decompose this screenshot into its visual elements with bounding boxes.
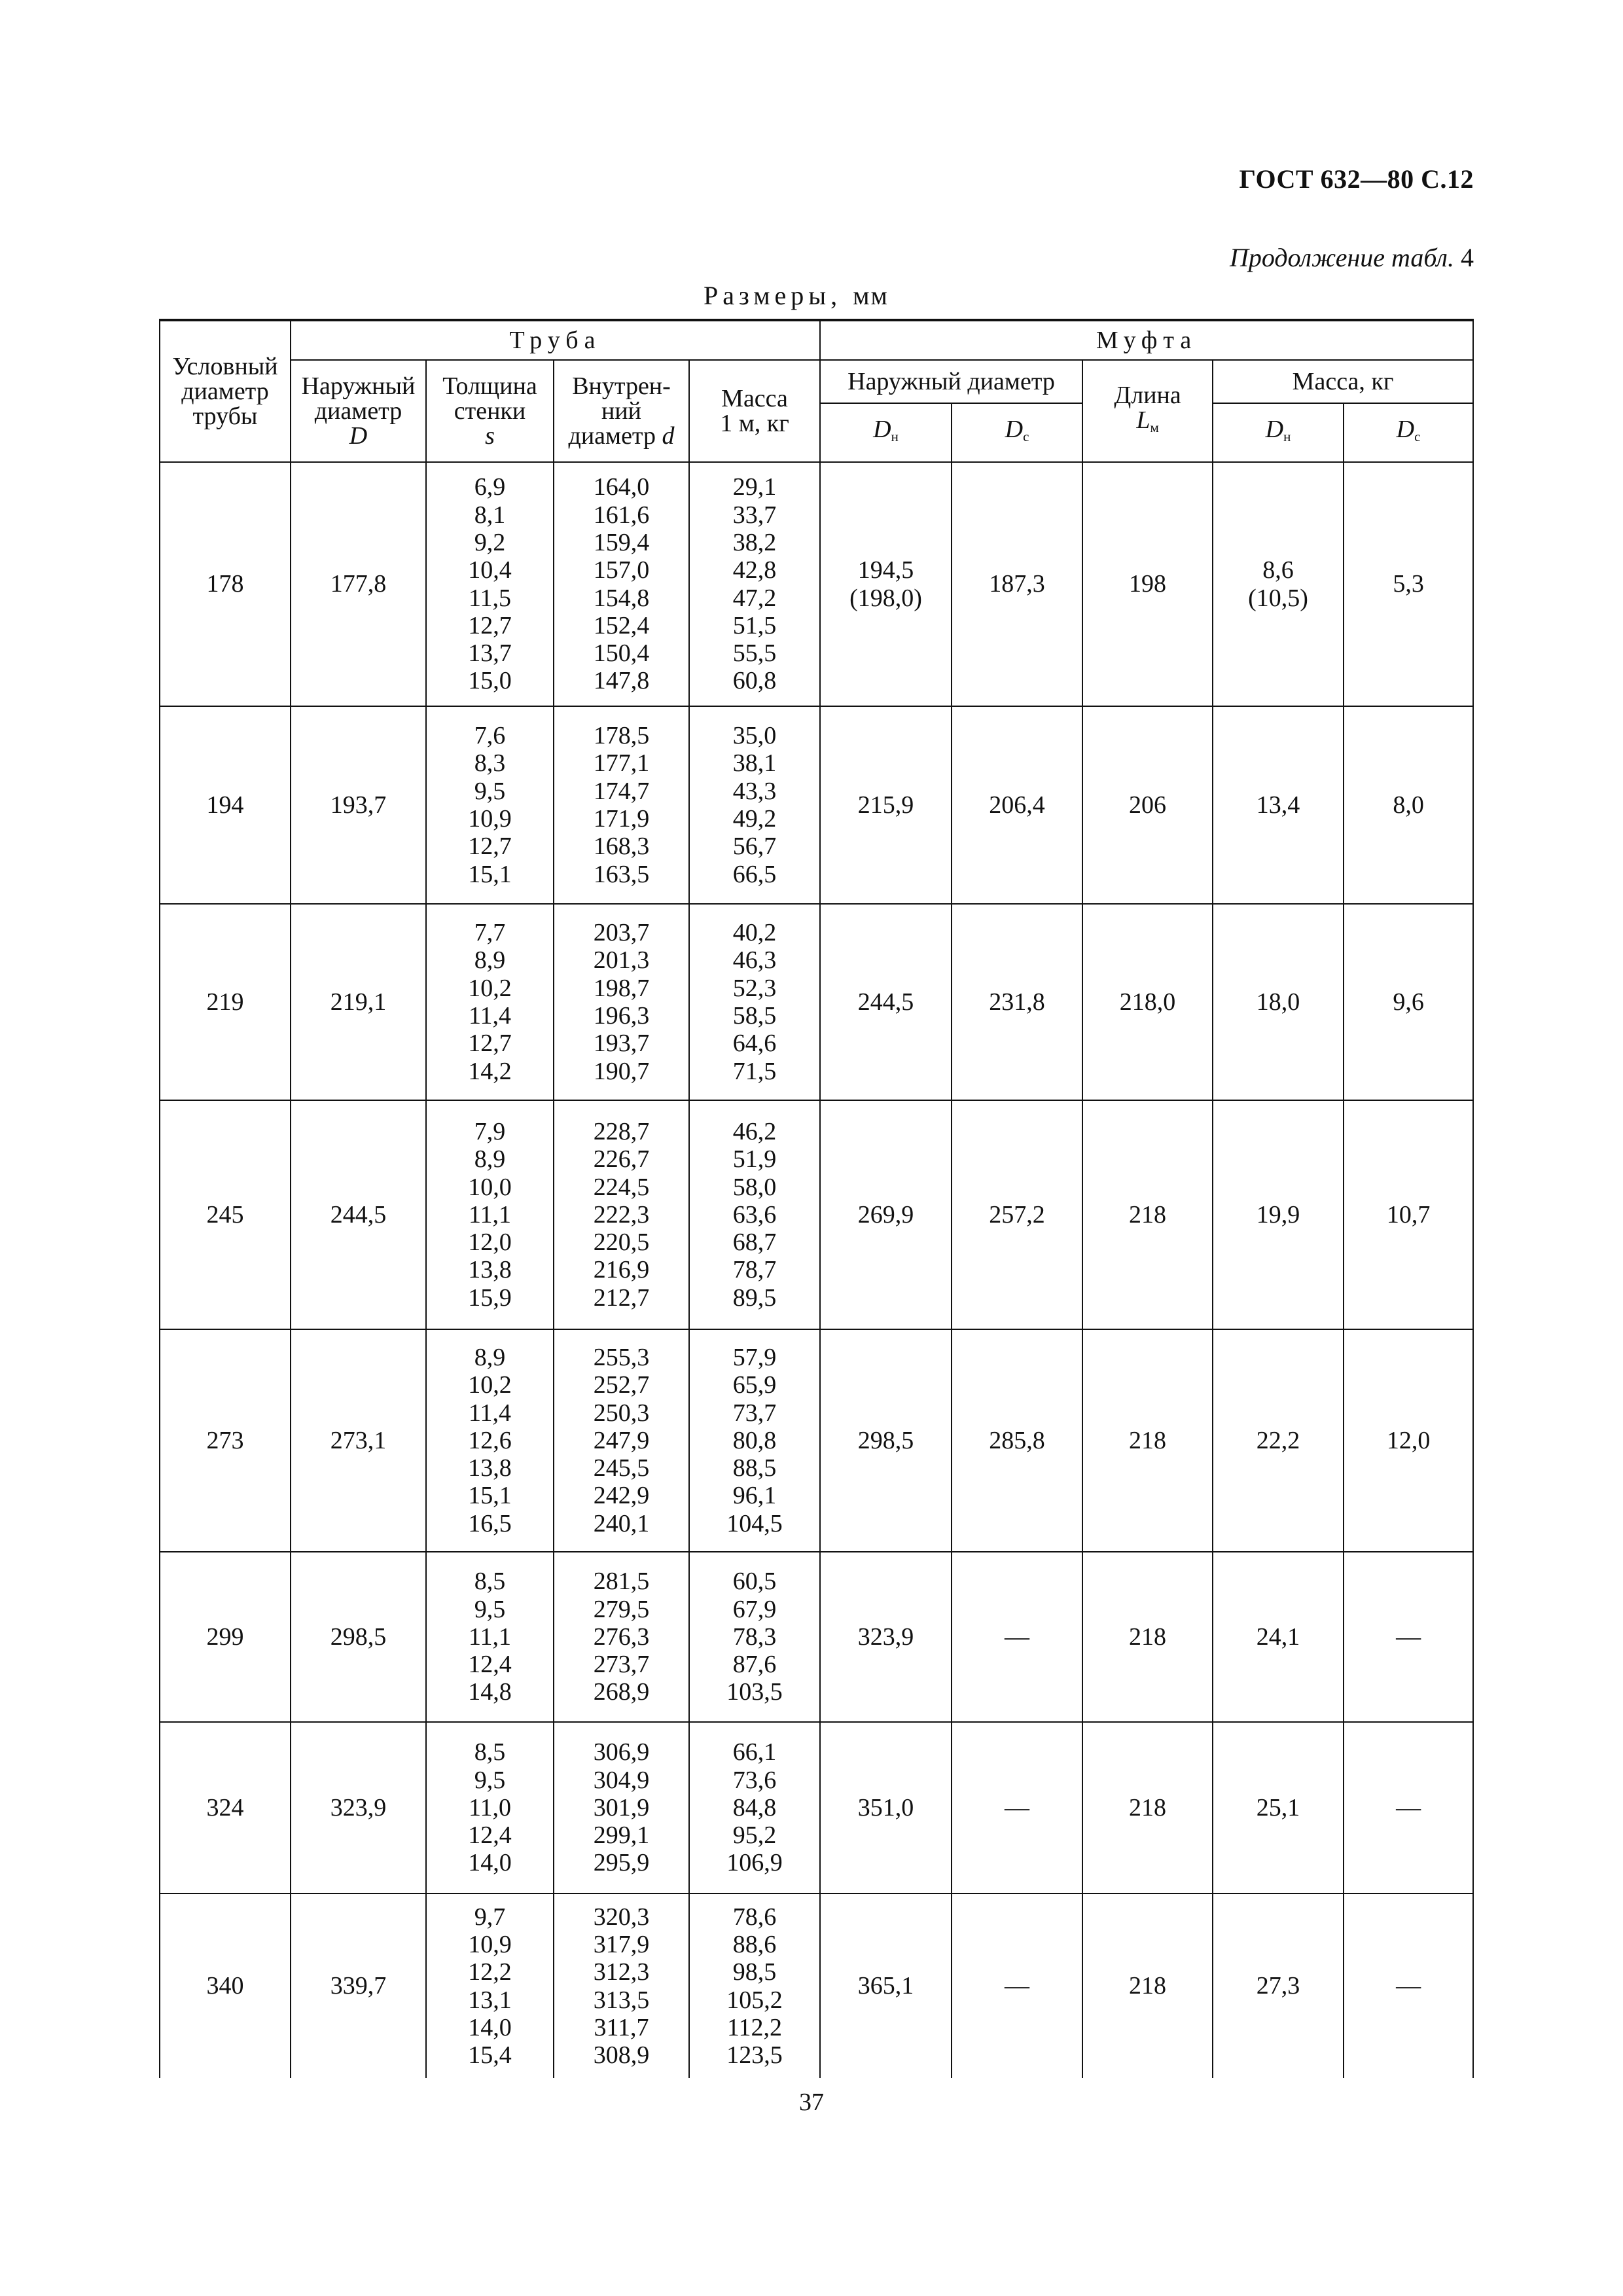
cell-coupling-dn-value: 365,1 [857, 1972, 914, 2000]
cell-inner-diameter-value: 226,7 [593, 1145, 650, 1174]
cell-outer-diameter: 339,7 [291, 1893, 426, 2078]
cell-mass-per-meter-value: 52,3 [732, 974, 777, 1002]
cell-mass-per-meter-value: 103,5 [726, 1678, 783, 1706]
cell-inner-diameter-value: 198,7 [593, 974, 650, 1002]
cell-inner-diameter-value: 164,0 [593, 473, 650, 501]
cell-wall-thickness-value: 14,0 [468, 1849, 512, 1877]
header-ds-outer: $D_с$ [952, 403, 1082, 462]
cell-inner-diameter [554, 462, 689, 706]
cell-inner-diameter-value: 203,7 [593, 919, 650, 947]
cell-mass-per-meter [689, 1100, 820, 1329]
cell-inner-diameter-value: 242,9 [593, 1482, 650, 1510]
cell-wall-thickness-value: 11,5 [468, 584, 512, 612]
cell-coupling-dn-value: 298,5 [857, 1426, 914, 1454]
cell-coupling-dn-value: 269,9 [857, 1200, 914, 1229]
cell-mass-per-meter-value: 29,1 [732, 473, 777, 501]
cell-inner-diameter-value: 161,6 [593, 501, 650, 529]
cell-inner-diameter-value: 273,7 [593, 1651, 650, 1679]
cell-coupling-dn [820, 1722, 952, 1893]
cell-inner-diameter-value: 159,4 [593, 528, 650, 556]
cell-coupling-length: 218 [1082, 1893, 1213, 2078]
continuation-number: 4 [1461, 243, 1474, 272]
cell-coupling-ds: — [952, 1893, 1082, 2078]
cell-coupling-ds: 187,3 [952, 462, 1082, 706]
cell-wall-thickness [426, 1100, 554, 1329]
cell-mass-per-meter-value: 78,6 [732, 1903, 777, 1931]
cell-inner-diameter-value: 150,4 [593, 639, 650, 668]
cell-coupling-mass-dn-value: 8,6 [1262, 556, 1294, 584]
cell-wall-thickness-value: 8,5 [474, 1568, 506, 1596]
cell-wall-thickness [426, 904, 554, 1100]
cell-wall-thickness-value: 10,2 [468, 974, 512, 1002]
cell-wall-thickness-value: 15,9 [468, 1283, 512, 1312]
cell-outer-diameter: 273,1 [291, 1329, 426, 1552]
cell-inner-diameter-value: 157,0 [593, 556, 650, 584]
cell-inner-diameter-value: 250,3 [593, 1399, 650, 1427]
table-row [160, 462, 1473, 706]
cell-mass-per-meter-value: 106,9 [726, 1849, 783, 1877]
cell-wall-thickness-value: 9,5 [474, 777, 506, 805]
cell-mass-per-meter-value: 65,9 [732, 1371, 777, 1399]
units-word: Размеры, [704, 281, 842, 310]
cell-wall-thickness-value: 7,9 [474, 1117, 506, 1145]
cell-coupling-mass-ds: — [1344, 1893, 1473, 2078]
cell-mass-per-meter-value: 38,2 [732, 528, 777, 556]
cell-coupling-mass-ds: 9,6 [1344, 904, 1473, 1100]
cell-wall-thickness-value: 10,4 [468, 556, 512, 584]
cell-inner-diameter [554, 1893, 689, 2078]
cell-wall-thickness-value: 14,2 [468, 1057, 512, 1085]
cell-nominal-diameter: 273 [160, 1329, 291, 1552]
cell-coupling-dn [820, 462, 952, 706]
cell-mass-per-meter-value: 87,6 [732, 1651, 777, 1679]
document-reference: ГОСТ 632—80 С.12 [1239, 164, 1474, 194]
cell-inner-diameter [554, 1552, 689, 1722]
cell-wall-thickness-value: 10,0 [468, 1173, 512, 1201]
units-unit: мм [853, 281, 889, 310]
cell-mass-per-meter-value: 89,5 [732, 1283, 777, 1312]
cell-wall-thickness-value: 14,0 [468, 2013, 512, 2041]
cell-mass-per-meter [689, 1552, 820, 1722]
cell-coupling-mass-dn-value: 27,3 [1256, 1972, 1300, 2000]
cell-coupling-mass-dn-value: 22,2 [1256, 1426, 1300, 1454]
cell-coupling-mass-dn [1213, 1893, 1344, 2078]
cell-wall-thickness-value: 8,5 [474, 1738, 506, 1767]
cell-inner-diameter-value: 295,9 [593, 1849, 650, 1877]
cell-coupling-mass-dn [1213, 1100, 1344, 1329]
cell-coupling-mass-dn [1213, 1722, 1344, 1893]
cell-mass-per-meter-value: 112,2 [726, 2013, 783, 2041]
cell-wall-thickness-value: 14,8 [468, 1678, 512, 1706]
cell-inner-diameter-value: 152,4 [593, 611, 650, 639]
cell-nominal-diameter: 324 [160, 1722, 291, 1893]
cell-coupling-ds: 206,4 [952, 706, 1082, 904]
cell-inner-diameter-value: 299,1 [593, 1821, 650, 1850]
cell-mass-per-meter [689, 1893, 820, 2078]
cell-coupling-length: 218 [1082, 1100, 1213, 1329]
cell-outer-diameter: 193,7 [291, 706, 426, 904]
cell-mass-per-meter-value: 55,5 [732, 639, 777, 668]
cell-coupling-dn [820, 904, 952, 1100]
header-mass-per-meter: Масса 1 м, кг [689, 360, 820, 462]
cell-inner-diameter-value: 212,7 [593, 1283, 650, 1312]
cell-mass-per-meter-value: 68,7 [732, 1229, 777, 1257]
cell-mass-per-meter-value: 123,5 [726, 2041, 783, 2070]
cell-inner-diameter-value: 178,5 [593, 722, 650, 750]
table-row [160, 706, 1473, 904]
cell-inner-diameter-value: 312,3 [593, 1958, 650, 1986]
header-nominal-diameter: Условный диаметр трубы [160, 320, 291, 462]
cell-wall-thickness-value: 7,6 [474, 722, 506, 750]
cell-mass-per-meter-value: 95,2 [732, 1821, 777, 1850]
cell-mass-per-meter [689, 706, 820, 904]
cell-nominal-diameter: 245 [160, 1100, 291, 1329]
cell-mass-per-meter-value: 104,5 [726, 1509, 783, 1537]
cell-inner-diameter-value: 171,9 [593, 805, 650, 833]
cell-mass-per-meter-value: 63,6 [732, 1200, 777, 1229]
table-row [160, 904, 1473, 1100]
table-row [160, 1329, 1473, 1552]
cell-coupling-mass-ds: 10,7 [1344, 1100, 1473, 1329]
cell-inner-diameter-value: 216,9 [593, 1256, 650, 1284]
cell-mass-per-meter [689, 462, 820, 706]
cell-mass-per-meter-value: 60,5 [732, 1568, 777, 1596]
cell-coupling-ds: — [952, 1722, 1082, 1893]
cell-mass-per-meter-value: 64,6 [732, 1030, 777, 1058]
pipe-dimensions-table [159, 319, 1474, 2078]
cell-inner-diameter-value: 245,5 [593, 1454, 650, 1482]
cell-outer-diameter: 177,8 [291, 462, 426, 706]
cell-coupling-mass-dn [1213, 904, 1344, 1100]
cell-mass-per-meter-value: 67,9 [732, 1595, 777, 1623]
cell-wall-thickness-value: 8,9 [474, 1145, 506, 1174]
cell-inner-diameter-value: 174,7 [593, 777, 650, 805]
cell-inner-diameter [554, 1100, 689, 1329]
cell-nominal-diameter: 340 [160, 1893, 291, 2078]
cell-coupling-dn-value: 215,9 [857, 791, 914, 819]
table-row [160, 1552, 1473, 1722]
cell-coupling-mass-dn [1213, 462, 1344, 706]
cell-coupling-length: 218 [1082, 1722, 1213, 1893]
cell-inner-diameter [554, 1722, 689, 1893]
units-caption [704, 280, 889, 311]
cell-wall-thickness-value: 15,0 [468, 667, 512, 695]
cell-coupling-dn [820, 1329, 952, 1552]
cell-wall-thickness-value: 10,2 [468, 1371, 512, 1399]
cell-mass-per-meter-value: 78,3 [732, 1623, 777, 1651]
table-row [160, 1722, 1473, 1893]
cell-inner-diameter-value: 304,9 [593, 1766, 650, 1794]
cell-wall-thickness-value: 9,7 [474, 1903, 506, 1931]
cell-inner-diameter-value: 308,9 [593, 2041, 650, 2070]
cell-wall-thickness-value: 12,7 [468, 833, 512, 861]
cell-wall-thickness-value: 12,4 [468, 1821, 512, 1850]
header-wall-thickness: Толщина стенки s [426, 360, 554, 462]
cell-outer-diameter: 323,9 [291, 1722, 426, 1893]
cell-inner-diameter [554, 904, 689, 1100]
cell-wall-thickness [426, 706, 554, 904]
cell-inner-diameter-value: 301,9 [593, 1793, 650, 1821]
cell-wall-thickness-value: 11,1 [468, 1623, 512, 1651]
cell-inner-diameter-value: 255,3 [593, 1343, 650, 1371]
cell-coupling-dn [820, 1893, 952, 2078]
cell-mass-per-meter-value: 46,2 [732, 1117, 777, 1145]
cell-wall-thickness-value: 12,0 [468, 1229, 512, 1257]
cell-mass-per-meter-value: 56,7 [732, 833, 777, 861]
continuation-word: Продолжение табл. [1229, 243, 1454, 272]
cell-wall-thickness-value: 12,6 [468, 1426, 512, 1454]
cell-wall-thickness-value: 8,3 [474, 749, 506, 778]
cell-inner-diameter-value: 228,7 [593, 1117, 650, 1145]
cell-inner-diameter-value: 224,5 [593, 1173, 650, 1201]
cell-inner-diameter-value: 320,3 [593, 1903, 650, 1931]
table-continuation-note [1230, 242, 1474, 273]
cell-wall-thickness-value: 10,9 [468, 1930, 512, 1958]
cell-wall-thickness [426, 462, 554, 706]
header-coupling-outer-diameter: Наружный диаметр [820, 360, 1082, 403]
cell-coupling-ds: 231,8 [952, 904, 1082, 1100]
cell-coupling-mass-dn [1213, 706, 1344, 904]
cell-nominal-diameter: 219 [160, 904, 291, 1100]
cell-outer-diameter: 298,5 [291, 1552, 426, 1722]
cell-wall-thickness-value: 7,7 [474, 919, 506, 947]
header-dn-outer: $D_н$ [820, 403, 952, 462]
cell-inner-diameter-value: 190,7 [593, 1057, 650, 1085]
cell-coupling-dn-value: (198,0) [849, 584, 922, 612]
cell-wall-thickness [426, 1552, 554, 1722]
cell-inner-diameter [554, 706, 689, 904]
cell-coupling-length: 218 [1082, 1329, 1213, 1552]
header-dn-mass: $D_н$ [1213, 403, 1344, 462]
cell-outer-diameter: 219,1 [291, 904, 426, 1100]
cell-wall-thickness-value: 6,9 [474, 473, 506, 501]
table-body [160, 462, 1473, 2078]
cell-wall-thickness-value: 9,2 [474, 528, 506, 556]
cell-mass-per-meter [689, 1329, 820, 1552]
cell-mass-per-meter-value: 43,3 [732, 777, 777, 805]
cell-coupling-ds: 257,2 [952, 1100, 1082, 1329]
cell-coupling-dn-value: 244,5 [857, 988, 914, 1016]
cell-coupling-mass-dn-value: 24,1 [1256, 1623, 1300, 1651]
table-row [160, 1893, 1473, 2078]
cell-mass-per-meter-value: 57,9 [732, 1343, 777, 1371]
cell-wall-thickness-value: 8,9 [474, 1343, 506, 1371]
cell-coupling-length: 198 [1082, 462, 1213, 706]
cell-inner-diameter-value: 193,7 [593, 1030, 650, 1058]
cell-mass-per-meter-value: 46,3 [732, 946, 777, 975]
cell-inner-diameter-value: 240,1 [593, 1509, 650, 1537]
cell-mass-per-meter-value: 73,6 [732, 1766, 777, 1794]
cell-inner-diameter-value: 163,5 [593, 860, 650, 888]
cell-wall-thickness-value: 15,4 [468, 2041, 512, 2070]
cell-mass-per-meter-value: 35,0 [732, 722, 777, 750]
cell-mass-per-meter-value: 88,5 [732, 1454, 777, 1482]
cell-coupling-mass-ds: — [1344, 1722, 1473, 1893]
cell-wall-thickness-value: 11,0 [468, 1793, 512, 1821]
cell-inner-diameter-value: 252,7 [593, 1371, 650, 1399]
cell-inner-diameter-value: 220,5 [593, 1229, 650, 1257]
cell-mass-per-meter-value: 38,1 [732, 749, 777, 778]
cell-coupling-mass-dn-value: 13,4 [1256, 791, 1300, 819]
cell-coupling-ds: 285,8 [952, 1329, 1082, 1552]
cell-coupling-mass-dn-value: 19,9 [1256, 1200, 1300, 1229]
cell-coupling-mass-dn-value: 18,0 [1256, 988, 1300, 1016]
cell-mass-per-meter-value: 40,2 [732, 919, 777, 947]
cell-inner-diameter-value: 306,9 [593, 1738, 650, 1767]
cell-coupling-length: 218,0 [1082, 904, 1213, 1100]
cell-wall-thickness-value: 15,1 [468, 860, 512, 888]
cell-inner-diameter-value: 196,3 [593, 1002, 650, 1030]
header-ds-mass: $D_с$ [1344, 403, 1473, 462]
cell-mass-per-meter-value: 33,7 [732, 501, 777, 529]
cell-mass-per-meter-value: 66,1 [732, 1738, 777, 1767]
cell-wall-thickness-value: 8,9 [474, 946, 506, 975]
cell-outer-diameter: 244,5 [291, 1100, 426, 1329]
header-coupling: Муфта [820, 320, 1473, 360]
cell-wall-thickness-value: 12,2 [468, 1958, 512, 1986]
cell-inner-diameter-value: 311,7 [594, 2013, 649, 2041]
cell-wall-thickness-value: 11,4 [468, 1002, 512, 1030]
cell-coupling-mass-ds: 8,0 [1344, 706, 1473, 904]
cell-coupling-mass-dn [1213, 1329, 1344, 1552]
cell-inner-diameter-value: 268,9 [593, 1678, 650, 1706]
cell-coupling-dn-value: 194,5 [857, 556, 914, 584]
cell-wall-thickness-value: 12,7 [468, 1030, 512, 1058]
cell-wall-thickness-value: 9,5 [474, 1595, 506, 1623]
cell-coupling-mass-dn-value: 25,1 [1256, 1793, 1300, 1821]
cell-inner-diameter-value: 247,9 [593, 1426, 650, 1454]
cell-inner-diameter-value: 313,5 [593, 1986, 650, 2014]
cell-mass-per-meter [689, 1722, 820, 1893]
cell-wall-thickness-value: 13,1 [468, 1986, 512, 2014]
cell-mass-per-meter-value: 96,1 [732, 1482, 777, 1510]
header-coupling-length: Длина $L_м$ [1082, 360, 1213, 462]
cell-inner-diameter-value: 147,8 [593, 667, 650, 695]
cell-mass-per-meter-value: 51,5 [732, 611, 777, 639]
cell-inner-diameter-value: 177,1 [593, 749, 650, 778]
cell-coupling-mass-dn [1213, 1552, 1344, 1722]
cell-inner-diameter [554, 1329, 689, 1552]
cell-coupling-dn [820, 1552, 952, 1722]
cell-coupling-mass-dn-value: (10,5) [1248, 584, 1308, 612]
cell-coupling-mass-ds: 5,3 [1344, 462, 1473, 706]
cell-mass-per-meter-value: 73,7 [732, 1399, 777, 1427]
cell-nominal-diameter: 299 [160, 1552, 291, 1722]
cell-coupling-length: 206 [1082, 706, 1213, 904]
cell-mass-per-meter-value: 49,2 [732, 805, 777, 833]
cell-inner-diameter-value: 279,5 [593, 1595, 650, 1623]
cell-inner-diameter-value: 317,9 [593, 1930, 650, 1958]
cell-coupling-mass-ds: — [1344, 1552, 1473, 1722]
cell-coupling-ds: — [952, 1552, 1082, 1722]
table-row [160, 1100, 1473, 1329]
cell-mass-per-meter-value: 88,6 [732, 1930, 777, 1958]
cell-mass-per-meter-value: 80,8 [732, 1426, 777, 1454]
cell-mass-per-meter-value: 58,5 [732, 1002, 777, 1030]
cell-mass-per-meter-value: 98,5 [732, 1958, 777, 1986]
header-pipe: Труба [291, 320, 820, 360]
cell-inner-diameter-value: 281,5 [593, 1568, 650, 1596]
cell-mass-per-meter-value: 78,7 [732, 1256, 777, 1284]
cell-wall-thickness [426, 1722, 554, 1893]
cell-wall-thickness-value: 15,1 [468, 1482, 512, 1510]
cell-coupling-dn-value: 351,0 [857, 1793, 914, 1821]
cell-wall-thickness-value: 13,7 [468, 639, 512, 668]
cell-mass-per-meter-value: 71,5 [732, 1057, 777, 1085]
cell-wall-thickness [426, 1893, 554, 2078]
header-coupling-mass: Масса, кг [1213, 360, 1473, 403]
cell-inner-diameter-value: 154,8 [593, 584, 650, 612]
cell-mass-per-meter-value: 84,8 [732, 1793, 777, 1821]
cell-wall-thickness-value: 10,9 [468, 805, 512, 833]
cell-inner-diameter-value: 222,3 [593, 1200, 650, 1229]
cell-inner-diameter-value: 168,3 [593, 833, 650, 861]
cell-mass-per-meter-value: 105,2 [726, 1986, 783, 2014]
cell-mass-per-meter-value: 51,9 [732, 1145, 777, 1174]
cell-wall-thickness-value: 12,7 [468, 611, 512, 639]
cell-inner-diameter-value: 201,3 [593, 946, 650, 975]
cell-wall-thickness-value: 12,4 [468, 1651, 512, 1679]
page-number: 37 [799, 2089, 824, 2116]
header-outer-diameter: Наружный диаметр D [291, 360, 426, 462]
cell-coupling-length: 218 [1082, 1552, 1213, 1722]
cell-mass-per-meter-value: 47,2 [732, 584, 777, 612]
cell-nominal-diameter: 178 [160, 462, 291, 706]
cell-mass-per-meter-value: 42,8 [732, 556, 777, 584]
cell-wall-thickness-value: 8,1 [474, 501, 506, 529]
cell-coupling-dn-value: 323,9 [857, 1623, 914, 1651]
cell-coupling-dn [820, 1100, 952, 1329]
cell-coupling-mass-ds: 12,0 [1344, 1329, 1473, 1552]
cell-wall-thickness-value: 13,8 [468, 1454, 512, 1482]
cell-wall-thickness-value: 13,8 [468, 1256, 512, 1284]
cell-coupling-dn [820, 706, 952, 904]
cell-mass-per-meter [689, 904, 820, 1100]
cell-nominal-diameter: 194 [160, 706, 291, 904]
cell-wall-thickness-value: 11,1 [468, 1200, 512, 1229]
cell-wall-thickness [426, 1329, 554, 1552]
cell-inner-diameter-value: 276,3 [593, 1623, 650, 1651]
cell-mass-per-meter-value: 66,5 [732, 860, 777, 888]
cell-mass-per-meter-value: 60,8 [732, 667, 777, 695]
header-inner-diameter: Внутрен- ний диаметр d [554, 360, 689, 462]
cell-wall-thickness-value: 11,4 [468, 1399, 512, 1427]
cell-mass-per-meter-value: 58,0 [732, 1173, 777, 1201]
cell-wall-thickness-value: 9,5 [474, 1766, 506, 1794]
cell-wall-thickness-value: 16,5 [468, 1509, 512, 1537]
